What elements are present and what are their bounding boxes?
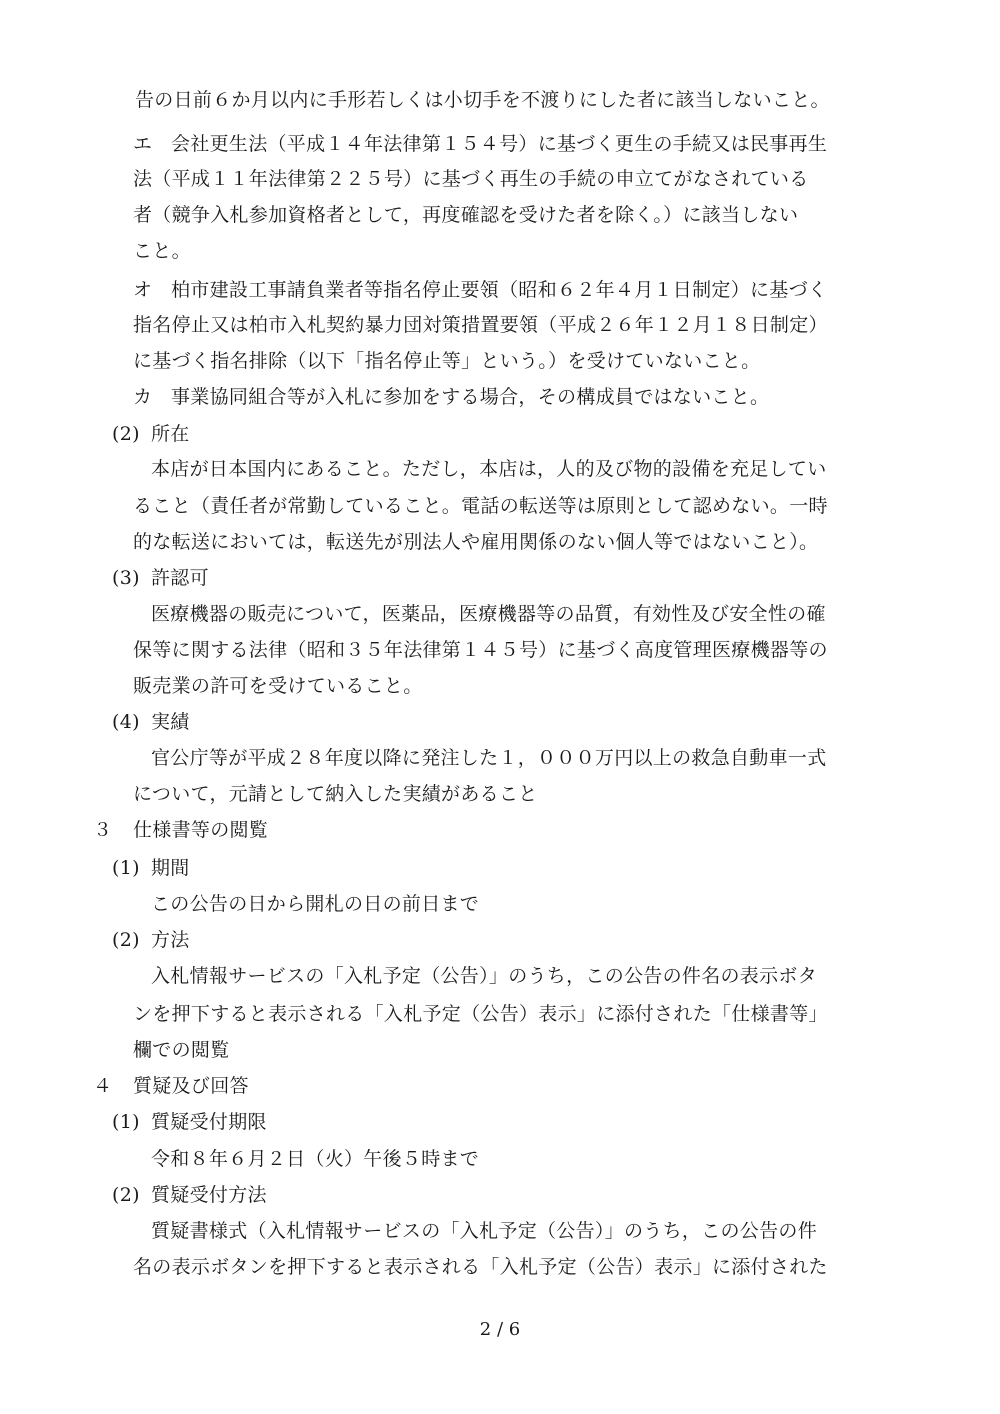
page-number: 2 / 6 xyxy=(479,1319,521,1340)
text-line: 柏市建設工事請負業者等指名停止要領（昭和６２年４月１日制定）に基づく xyxy=(171,279,828,301)
text-line: 官公庁等が平成２８年度以降に発注した１，０００万円以上の救急自動車一式 xyxy=(151,747,827,769)
text-line: 者（競争入札参加資格者として，再度確認を受けた者を除く。）に該当しない xyxy=(133,204,799,226)
subsection-heading xyxy=(112,566,209,590)
subsection-number: (1) xyxy=(112,857,140,879)
subsection-number: (4) xyxy=(112,711,140,733)
text-line: 令和８年６月２日（火）午後５時まで xyxy=(151,1148,480,1170)
section-title: 仕様書等の閲覧 xyxy=(133,819,269,841)
text-line: 保等に関する法律（昭和３５年法律第１４５号）に基づく高度管理医療機器等の xyxy=(133,639,828,661)
subsection-title: 所在 xyxy=(151,423,190,445)
text-line: こと。 xyxy=(133,240,191,262)
text-line: 質疑書様式（入札情報サービスの「入札予定（公告）」のうち，この公告の件 xyxy=(151,1220,818,1242)
text-line: 欄での閲覧 xyxy=(133,1039,230,1061)
list-item-o xyxy=(133,278,827,302)
subsection-heading xyxy=(112,422,190,446)
text-line: 指名停止又は柏市入札契約暴力団対策措置要領（平成２６年１２月１８日制定） xyxy=(133,314,828,336)
subsection-heading xyxy=(112,928,190,952)
subsection-title: 方法 xyxy=(151,929,190,951)
section-heading xyxy=(93,818,268,842)
subsection-title: 質疑受付方法 xyxy=(151,1184,267,1206)
item-marker: エ xyxy=(133,133,153,155)
subsection-title: 期間 xyxy=(151,857,190,879)
subsection-heading xyxy=(112,710,190,734)
subsection-number: (2) xyxy=(112,423,140,445)
text-line: 本店が日本国内にあること。ただし，本店は，人的及び物的設備を充足してい xyxy=(151,458,827,480)
text-line: 的な転送においては，転送先が別法人や雇用関係のない個人等ではないこと）。 xyxy=(133,531,819,553)
text-line: ンを押下すると表示される「入札予定（公告）表示」に添付された「仕様書等」 xyxy=(133,1003,828,1025)
text-line: 法（平成１１年法律第２２５号）に基づく再生の手続の申立てがなされている xyxy=(133,168,809,190)
list-item-e xyxy=(133,132,827,156)
section-title: 質疑及び回答 xyxy=(133,1075,249,1097)
text-line: ること（責任者が常勤していること。電話の転送等は原則として認めない。一時 xyxy=(133,495,828,517)
list-item-ka xyxy=(133,385,769,409)
section-number: ３ xyxy=(93,819,113,841)
text-line: について，元請として納入した実績があること xyxy=(133,783,538,805)
text-line: 会社更生法（平成１４年法律第１５４号）に基づく更生の手続又は民事再生 xyxy=(171,133,828,155)
item-marker: カ xyxy=(133,386,153,408)
text-line: 事業協同組合等が入札に参加をする場合，その構成員ではないこと。 xyxy=(171,386,770,408)
section-heading xyxy=(93,1074,249,1098)
text-line: 医療機器の販売について，医薬品，医療機器等の品質，有効性及び安全性の確 xyxy=(151,603,826,625)
text-line: 告の日前６か月以内に手形若しくは小切手を不渡りにした者に該当しないこと。 xyxy=(135,89,830,111)
text-line: この公告の日から開札の日の前日まで xyxy=(151,893,480,915)
text-line: 入札情報サービスの「入札予定（公告）」のうち，この公告の件名の表示ボタ xyxy=(151,965,818,987)
subsection-number: (2) xyxy=(112,929,140,951)
subsection-heading xyxy=(112,856,190,880)
subsection-title: 実績 xyxy=(151,711,190,733)
subsection-number: (3) xyxy=(112,567,140,589)
subsection-title: 許認可 xyxy=(151,567,209,589)
subsection-number: (2) xyxy=(112,1184,140,1206)
text-line: 名の表示ボタンを押下すると表示される「入札予定（公告）表示」に添付された xyxy=(133,1256,828,1278)
item-marker: オ xyxy=(133,279,153,301)
subsection-title: 質疑受付期限 xyxy=(151,1111,267,1133)
text-line: 販売業の許可を受けていること。 xyxy=(133,675,423,697)
section-number: ４ xyxy=(93,1075,113,1097)
subsection-heading xyxy=(112,1110,267,1134)
text-line: に基づく指名排除（以下「指名停止等」という。）を受けていないこと。 xyxy=(133,350,761,372)
subsection-number: (1) xyxy=(112,1111,140,1133)
subsection-heading xyxy=(112,1183,267,1207)
